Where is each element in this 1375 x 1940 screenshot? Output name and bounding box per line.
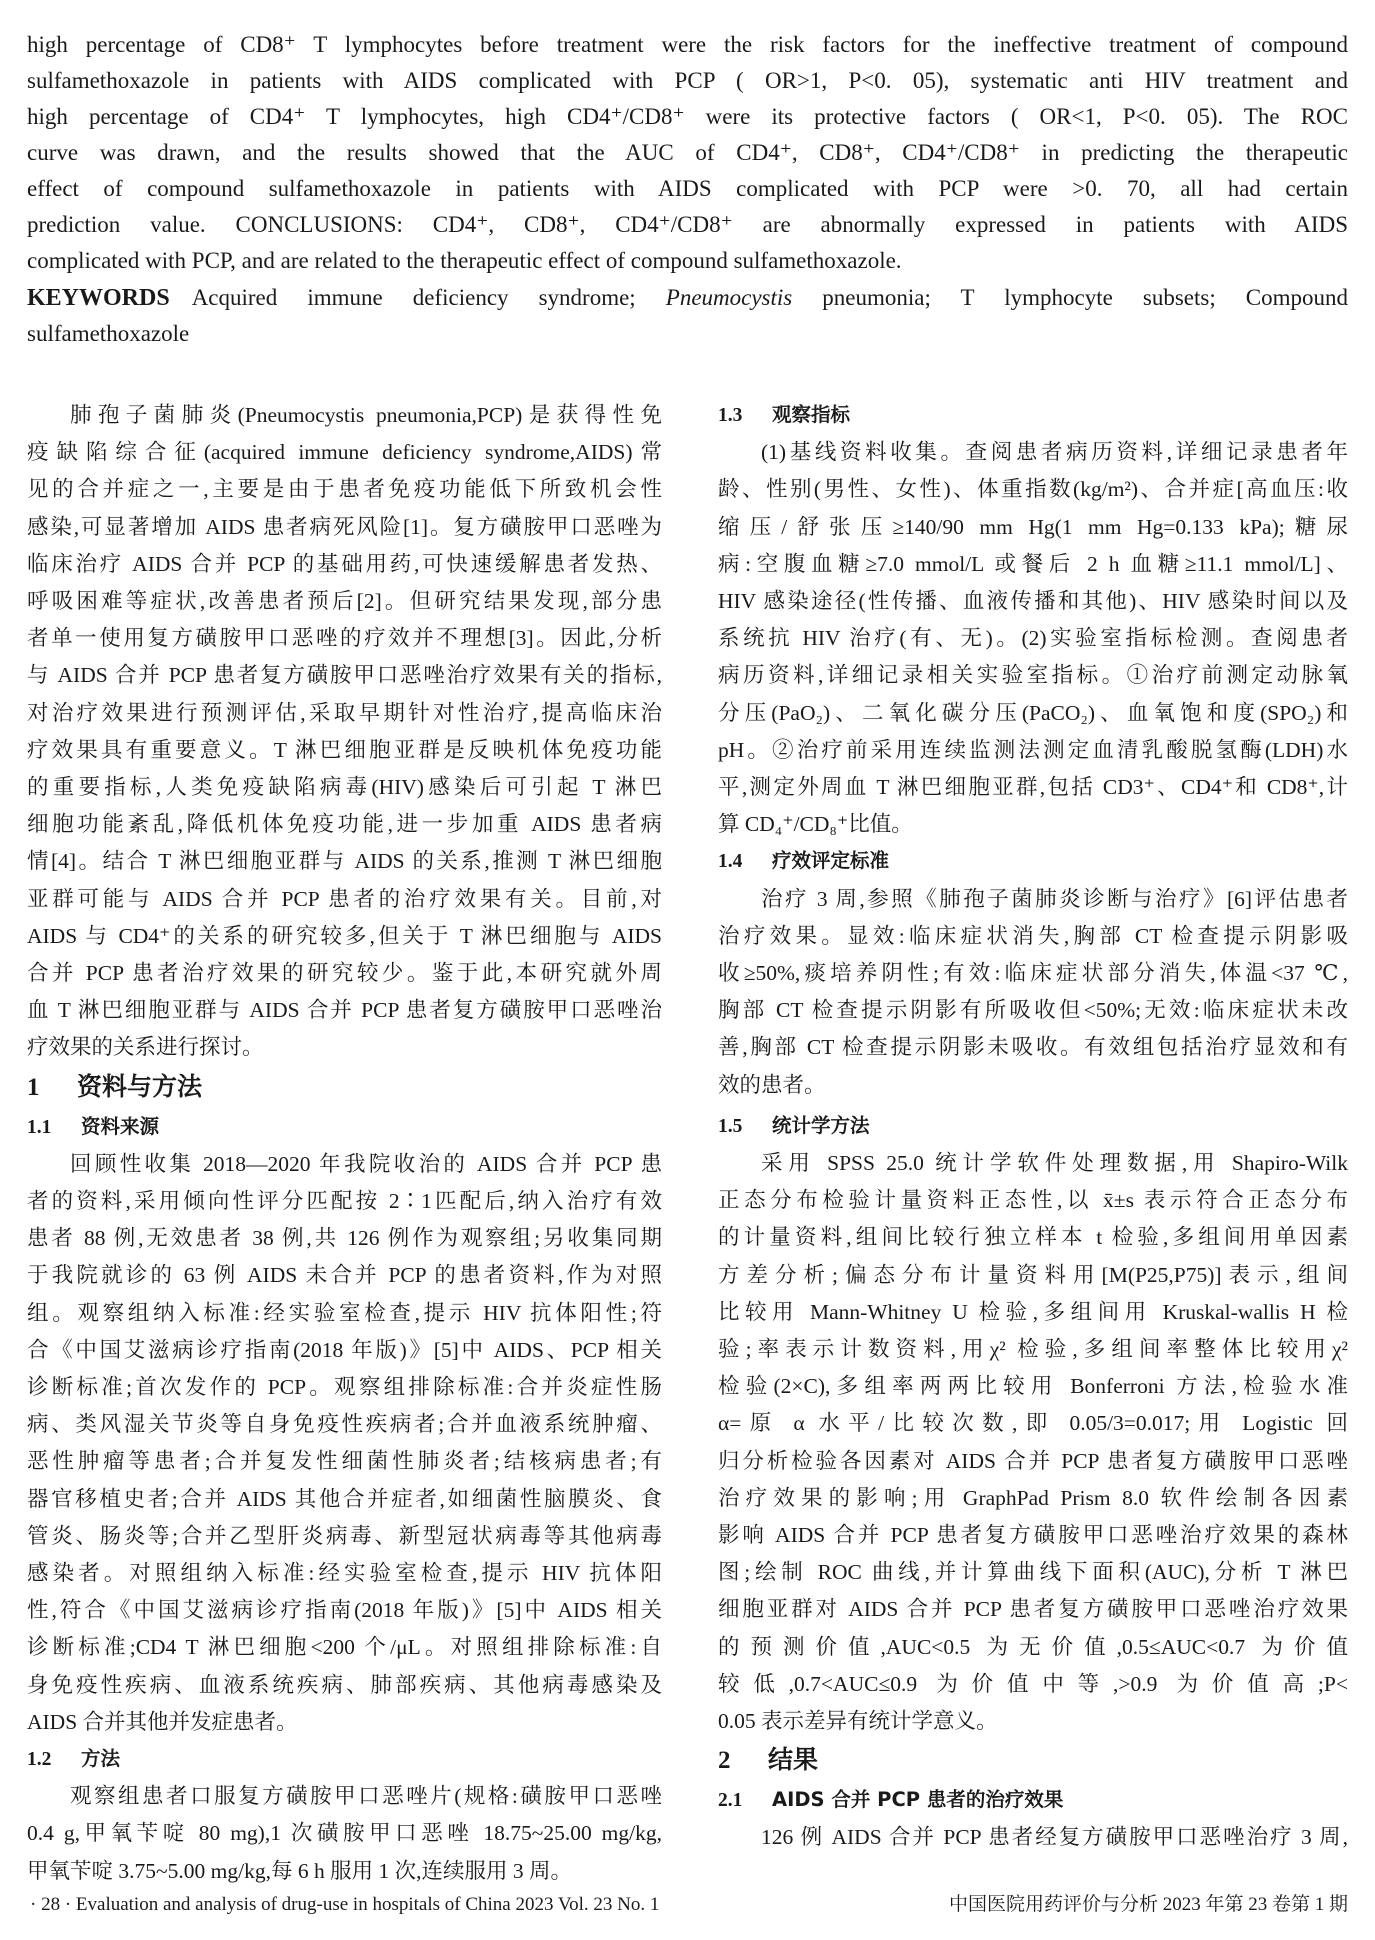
body-line: pH。②治疗前采用连续监测法测定血清乳酸脱氢酶(LDH)水	[718, 737, 1348, 762]
body-line: 归分析检验各因素对 AIDS 合并 PCP 患者复方磺胺甲口恶唑	[718, 1448, 1348, 1473]
section-number: 2.1	[718, 1790, 743, 1812]
body-line: 的预测价值,AUC<0.5 为无价值,0.5≤AUC<0.7 为价值	[718, 1634, 1348, 1659]
body-line: (1)基线资料收集。查阅患者病历资料,详细记录患者年	[761, 440, 1348, 465]
section-heading-1	[27, 1067, 662, 1107]
body-line: 治疗效果的影响;用 GraphPad Prism 8.0 软件绘制各因素	[718, 1485, 1348, 1510]
section-heading-2-1	[718, 1783, 1348, 1817]
body-line: 缩压/舒张压≥140/90 mm Hg(1 mm Hg=0.133 kPa);糖尿	[718, 514, 1348, 539]
body-line: 诊断标准;CD4 T 淋巴细胞<200 个/μL。对照组排除标准:自	[27, 1635, 662, 1660]
section-heading-1-4	[718, 844, 1348, 878]
body-line: 方差分析;偏态分布计量资料用[M(P25,P75)]表示,组间	[718, 1262, 1348, 1287]
body-line: 管炎、肠炎等;合并乙型肝炎病毒、新型冠状病毒等其他病毒	[27, 1523, 662, 1548]
body-line: 图;绘制 ROC 曲线,并计算曲线下面积(AUC),分析 T 淋巴	[718, 1560, 1348, 1585]
body-line: 性,符合《中国艾滋病诊疗指南(2018 年版)》[5]中 AIDS 相关	[27, 1598, 662, 1623]
section-number: 1.5	[718, 1115, 743, 1137]
body-line: 亚群可能与 AIDS 合并 PCP 患者的治疗效果有关。目前,对	[27, 886, 662, 911]
body-line: 0.05 表示差异有统计学意义。	[718, 1709, 998, 1733]
body-line: 见的合并症之一,主要是由于患者免疫功能低下所致机会性	[27, 477, 662, 502]
body-line: 检验(2×C),多组率两两比较用 Bonferroni 方法,检验水准	[718, 1374, 1348, 1399]
section-number: 1.4	[718, 851, 743, 873]
body-line: 疗效果具有重要意义。T 淋巴细胞亚群是反映机体免疫功能	[27, 737, 662, 762]
section-number: 1.3	[718, 405, 743, 426]
body-line: 呼吸困难等症状,改善患者预后[2]。但研究结果发现,部分患	[27, 589, 662, 613]
body-line: 感染,可显著增加 AIDS 患者病死风险[1]。复方磺胺甲口恶唑为	[27, 514, 662, 539]
body-line: 于我院就诊的 63 例 AIDS 未合并 PCP 的患者资料,作为对照	[27, 1263, 662, 1288]
section-title: 统计学方法	[772, 1113, 870, 1137]
body-line: 恶性肿瘤等患者;合并复发性细菌性肺炎者;结核病患者;有	[27, 1449, 662, 1474]
body-line: 较低,0.7<AUC≤0.9 为价值中等,>0.9 为价值高;P<	[718, 1671, 1348, 1696]
body-line: 疫缺陷综合征(acquired immune deficiency syndrome,AIDS)常	[27, 440, 662, 465]
section-number: 2	[718, 1747, 731, 1775]
body-line: 病、类风湿关节炎等自身免疫性疾病者;合并血液系统肿瘤、	[27, 1412, 662, 1437]
body-line: 系统抗 HIV 治疗(有、无)。(2)实验室指标检测。查阅患者	[718, 626, 1348, 651]
abstract-line: high percentage of CD8⁺ T lymphocytes before treatment were the risk factors for the ineffective treatment of compound	[27, 32, 1348, 57]
body-line: 善,胸部 CT 检查提示阴影未吸收。有效组包括治疗显效和有	[718, 1035, 1348, 1060]
abstract-line: prediction value. CONCLUSIONS: CD4⁺, CD8⁺, CD4⁺/CD8⁺ are abnormally expressed in patients with AIDS	[27, 212, 1348, 237]
body-line: 与 AIDS 合并 PCP 患者复方磺胺甲口恶唑治疗效果有关的指标,	[27, 663, 662, 688]
body-line: 者的资料,采用倾向性评分匹配按 2∶1匹配后,纳入治疗有效	[27, 1189, 662, 1213]
body-line: 诊断标准;首次发作的 PCP。观察组排除标准:合并炎症性肠	[27, 1375, 662, 1399]
abstract-line: effect of compound sulfamethoxazole in patients with AIDS complicated with PCP were >0. 70, all had certain	[27, 176, 1348, 201]
body-line: 治疗 3 周,参照《肺孢子菌肺炎诊断与治疗》[6]评估患者	[761, 886, 1348, 911]
keywords-line	[27, 281, 1348, 315]
section-heading-1-5	[718, 1109, 1348, 1143]
body-line: 疗效果的关系进行探讨。	[27, 1035, 264, 1060]
body-line: 比较用 Mann-Whitney U 检验,多组间用 Kruskal-wallis H 检	[718, 1299, 1348, 1324]
body-line: 肺孢子菌肺炎(Pneumocystis pneumonia,PCP)是获得性免	[70, 403, 662, 427]
body-line: 的计量资料,组间比较行独立样本 t 检验,多组间用单因素	[718, 1225, 1348, 1250]
body-line: 治疗效果。显效:临床症状消失,胸部 CT 检查提示阴影吸	[718, 923, 1348, 948]
section-title: 观察指标	[772, 403, 851, 426]
body-line: 正态分布检验计量资料正态性,以 x̄±s 表示符合正态分布	[718, 1188, 1348, 1213]
body-line: 组。观察组纳入标准:经实验室检查,提示 HIV 抗体阳性;符	[27, 1300, 662, 1325]
body-line: 者单一使用复方磺胺甲口恶唑的疗效并不理想[3]。因此,分析	[27, 626, 662, 651]
section-heading-1-3	[718, 398, 1348, 432]
abstract-line: sulfamethoxazole in patients with AIDS complicated with PCP ( OR>1, P<0. 05), systematic anti HIV treatment and	[27, 68, 1348, 93]
keywords-label: KEYWORDS	[27, 285, 170, 311]
body-line: 细胞亚群对 AIDS 合并 PCP 患者复方磺胺甲口恶唑治疗效果	[718, 1597, 1348, 1622]
body-line: AIDS 与 CD4⁺的关系的研究较多,但关于 T 淋巴细胞与 AIDS	[27, 923, 662, 948]
body-line: 观察组患者口服复方磺胺甲口恶唑片(规格:磺胺甲口恶唑	[70, 1784, 662, 1809]
footer-journal-cn: 中国医院用药评价与分析 2023 年第 23 卷第 1 期	[948, 1894, 1348, 1915]
section-title: AIDS 合并 PCP 患者的治疗效果	[772, 1788, 1064, 1812]
abstract-line: high percentage of CD4⁺ T lymphocytes, high CD4⁺/CD8⁺ were its protective factors ( OR<1, P<0. 05). The ROC	[27, 104, 1348, 129]
section-title: 资料与方法	[77, 1071, 203, 1101]
body-line: 算 CD₄⁺/CD₈⁺比值。	[718, 812, 913, 837]
body-line: 甲氧苄啶 3.75~5.00 mg/kg,每 6 h 服用 1 次,连续服用 3 周。	[27, 1858, 572, 1883]
section-title: 方法	[81, 1747, 121, 1770]
body-line: HIV 感染途径(性传播、血液传播和其他)、HIV 感染时间以及	[718, 589, 1348, 613]
body-line: 细胞功能紊乱,降低机体免疫功能,进一步加重 AIDS 患者病	[27, 812, 662, 837]
body-line: 0.4 g,甲氧苄啶 80 mg),1 次磺胺甲口恶唑 18.75~25.00 mg/kg,	[27, 1821, 662, 1846]
body-line: 126 例 AIDS 合并 PCP 患者经复方磺胺甲口恶唑治疗 3 周,	[761, 1825, 1348, 1850]
body-line: 情[4]。结合 T 淋巴细胞亚群与 AIDS 的关系,推测 T 淋巴细胞	[27, 849, 662, 874]
body-line: 验;率表示计数资料,用χ² 检验,多组间率整体比较用χ²	[718, 1337, 1348, 1361]
body-line: 病历资料,详细记录相关实验室指标。①治疗前测定动脉氧	[718, 663, 1348, 688]
abstract-line: complicated with PCP, and are related to the therapeutic effect of compound sulfamethoxazole.	[27, 248, 902, 273]
section-title: 疗效评定标准	[772, 849, 890, 873]
body-line: 血 T 淋巴细胞亚群与 AIDS 合并 PCP 患者复方磺胺甲口恶唑治	[27, 998, 662, 1023]
body-line: 的重要指标,人类免疫缺陷病毒(HIV)感染后可引起 T 淋巴	[27, 775, 662, 799]
body-line: 临床治疗 AIDS 合并 PCP 的基础用药,可快速缓解患者发热、	[27, 551, 662, 576]
section-number: 1.2	[27, 1749, 52, 1770]
body-line: 感染者。对照组纳入标准:经实验室检查,提示 HIV 抗体阳	[27, 1561, 662, 1585]
abstract-line: curve was drawn, and the results showed that the AUC of CD4⁺, CD8⁺, CD4⁺/CD8⁺ in predicting the therapeutic	[27, 140, 1348, 165]
body-line: 患者 88 例,无效患者 38 例,共 126 例作为观察组;另收集同期	[27, 1226, 662, 1251]
body-line: 合《中国艾滋病诊疗指南(2018 年版)》[5]中 AIDS、PCP 相关	[27, 1337, 662, 1362]
body-line: 平,测定外周血 T 淋巴细胞亚群,包括 CD3⁺、CD4⁺和 CD8⁺,计	[718, 775, 1348, 799]
body-line: 效的患者。	[718, 1072, 826, 1097]
body-line: 胸部 CT 检查提示阴影有所吸收但<50%;无效:临床症状未改	[718, 998, 1348, 1023]
body-line: 对治疗效果进行预测评估,采取早期针对性治疗,提高临床治	[27, 700, 662, 725]
section-number: 1	[27, 1073, 40, 1101]
body-line: 病:空腹血糖≥7.0 mmol/L 或餐后 2 h 血糖≥11.1 mmol/L]、	[718, 551, 1348, 576]
body-line: 分压(PaO₂)、二氧化碳分压(PaCO₂)、血氧饱和度(SPO₂)和	[718, 700, 1348, 725]
keyword-text: Acquired immune deficiency syndrome;	[191, 285, 666, 310]
body-line: AIDS 合并其他并发症患者。	[27, 1709, 298, 1734]
body-line: 身免疫性疾病、血液系统疾病、肺部疾病、其他病毒感染及	[27, 1672, 662, 1697]
body-line: 龄、性别(男性、女性)、体重指数(kg/m²)、合并症[高血压:收	[718, 477, 1348, 502]
section-heading-1-2	[27, 1742, 662, 1776]
section-number: 1.1	[27, 1116, 52, 1138]
body-line: α=原 α 水平/比较次数,即 0.05/3=0.017;用 Logistic 回	[718, 1411, 1348, 1436]
section-title: 资料来源	[81, 1114, 160, 1138]
footer-journal-en: · 28 · Evaluation and analysis of drug-use in hospitals of China 2023 Vol. 23 No. 1	[30, 1894, 660, 1915]
body-line: 器官移植史者;合并 AIDS 其他合并症者,如细菌性脑膜炎、食	[27, 1486, 662, 1511]
section-heading-2	[718, 1740, 1348, 1780]
section-title: 结果	[768, 1745, 819, 1775]
section-heading-1-1	[27, 1110, 662, 1144]
body-line: 影响 AIDS 合并 PCP 患者复方磺胺甲口恶唑治疗效果的森林	[718, 1523, 1348, 1547]
body-line: 采用 SPSS 25.0 统计学软件处理数据,用 Shapiro-Wilk	[761, 1151, 1348, 1175]
keyword-text: pneumonia; T lymphocyte subsets; Compound	[792, 285, 1348, 310]
keywords-line: sulfamethoxazole	[27, 321, 190, 346]
body-line: 收≥50%,痰培养阴性;有效:临床症状部分消失,体温<37 ℃,	[718, 961, 1348, 985]
body-line: 回顾性收集 2018—2020 年我院收治的 AIDS 合并 PCP 患	[70, 1151, 662, 1176]
keyword-italic: Pneumocystis	[665, 285, 793, 310]
body-line: 合并 PCP 患者治疗效果的研究较少。鉴于此,本研究就外周	[27, 961, 662, 985]
